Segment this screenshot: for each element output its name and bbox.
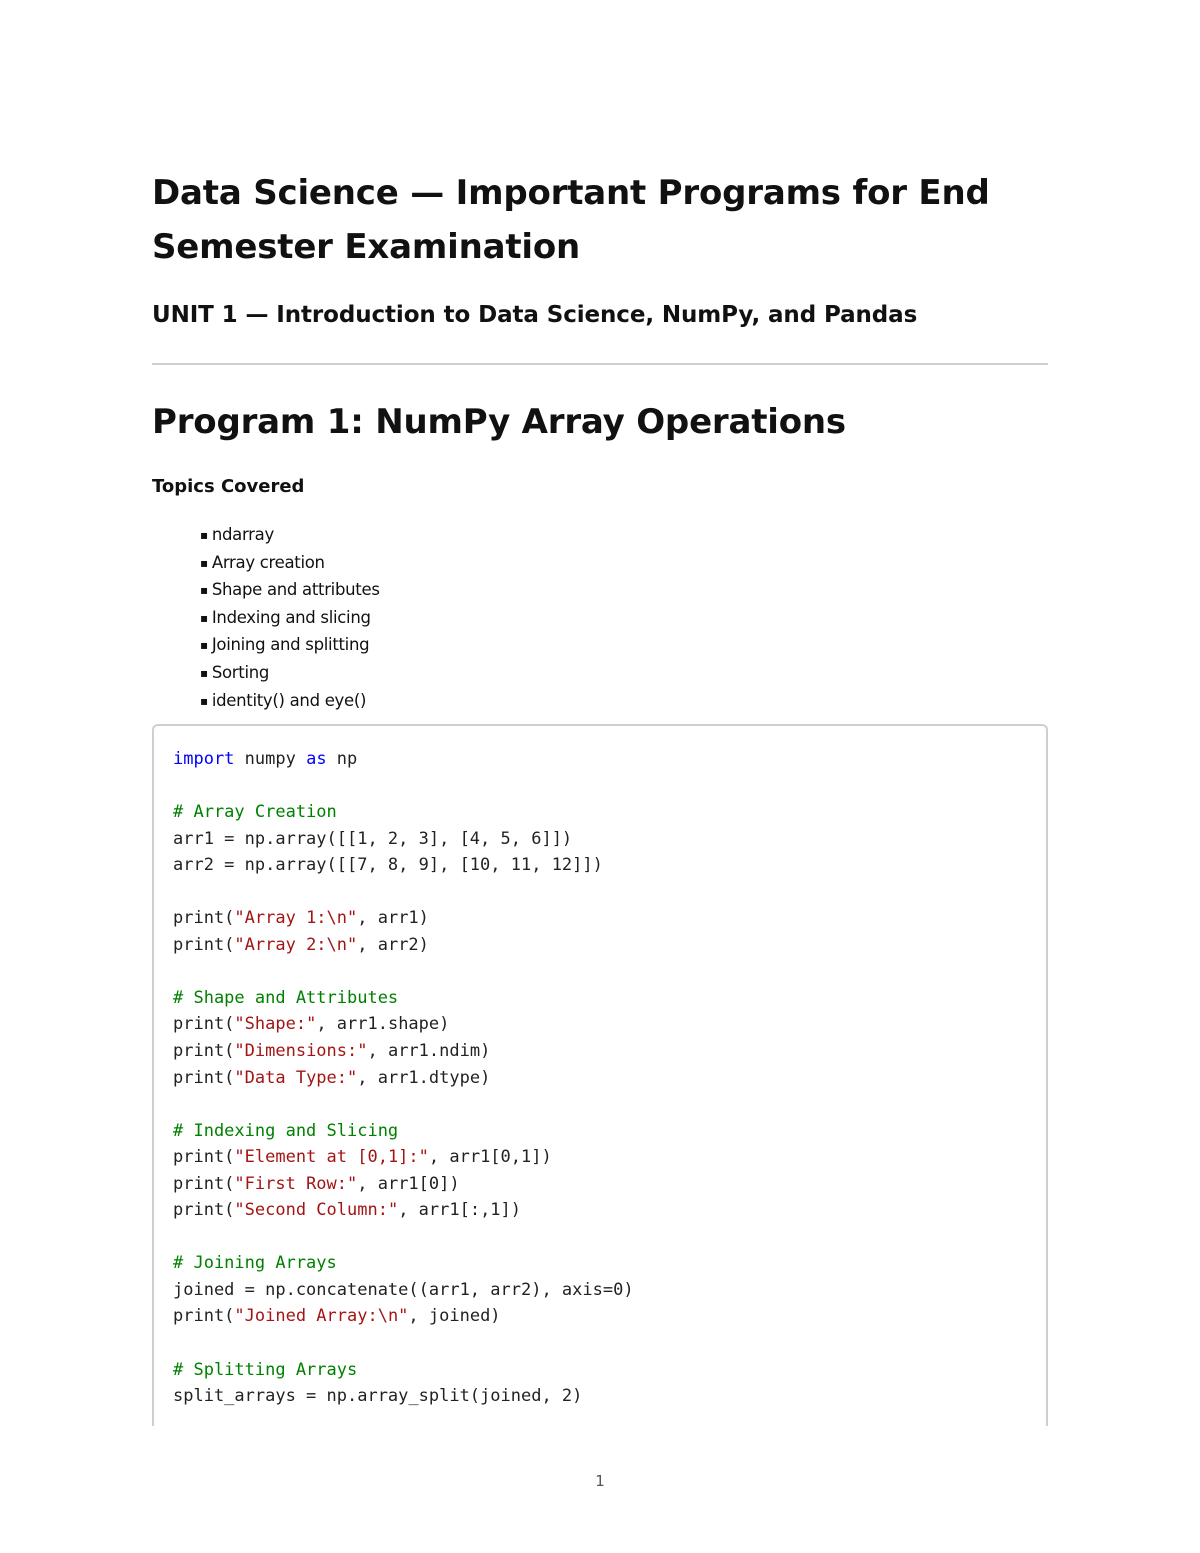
code-text: , arr1[0]) [357,1173,460,1194]
code-listing [173,746,634,1410]
code-text: joined = np.concatenate((arr1, arr2), axis=0) [173,1279,634,1300]
topic-item: ▪ identity() and eye() [200,688,380,716]
code-line [173,1197,634,1224]
code-text: , arr1[:,1]) [398,1200,522,1221]
code-line [173,932,634,959]
topic-item: ▪ Array creation [200,550,380,578]
code-text: print( [173,1200,235,1221]
code-comment: # Joining Arrays [173,1253,337,1274]
code-string: "Data Type:" [234,1067,358,1088]
topic-item: ▪ Joining and splitting [200,632,380,660]
code-line [173,1357,634,1384]
unit-heading: UNIT 1 — Introduction to Data Science, NumPy, and Pandas [152,302,918,328]
code-line [173,1224,634,1251]
code-string: "Shape:" [234,1014,317,1035]
code-text: split_arrays = np.array_split(joined, 2) [173,1386,583,1407]
code-text: , arr1[0,1]) [428,1147,552,1168]
code-keyword: import [173,749,235,769]
code-keyword: as [306,749,327,769]
code-comment: # Shape and Attributes [173,987,399,1008]
code-string: "Array 2:\n" [234,934,358,955]
topic-item: ▪ ndarray [200,522,380,550]
code-line [173,985,634,1012]
code-line [173,1091,634,1118]
code-line [173,1303,634,1330]
code-line [173,1171,634,1198]
code-text: , joined) [408,1306,501,1327]
code-text: , arr1) [357,908,429,929]
code-line [173,1038,634,1065]
code-line [173,879,634,906]
horizontal-divider [152,363,1048,365]
code-block [152,724,1048,1426]
code-line [173,826,634,853]
code-string: "Second Column:" [234,1200,399,1221]
code-text: print( [173,1067,235,1088]
topics-list [200,522,380,715]
code-string: "Joined Array:\n" [234,1306,409,1327]
topics-heading: Topics Covered [152,476,305,497]
code-text: print( [173,1173,235,1194]
code-line [173,746,634,773]
code-line [173,799,634,826]
code-text: print( [173,908,235,929]
code-text: arr2 = np.array([[7, 8, 9], [10, 11, 12]]) [173,855,603,876]
code-string: "First Row:" [234,1173,358,1194]
code-text: print( [173,1014,235,1035]
topic-item: ▪ Shape and attributes [200,577,380,605]
code-line [173,1144,634,1171]
code-line [173,1277,634,1304]
code-comment: # Splitting Arrays [173,1359,358,1380]
code-text: print( [173,934,235,955]
code-text: , arr1.shape) [316,1014,450,1035]
code-line [173,1065,634,1092]
program-heading: Program 1: NumPy Array Operations [152,402,846,442]
code-line [173,905,634,932]
code-text: arr1 = np.array([[1, 2, 3], [4, 5, 6]]) [173,828,573,849]
code-line [173,1250,634,1277]
code-line [173,958,634,985]
code-line [173,852,634,879]
code-string: "Array 1:\n" [234,908,358,929]
document-title: Data Science — Important Programs for End Semester Examination [152,173,990,267]
code-string: "Element at [0,1]:" [234,1147,429,1168]
code-text: print( [173,1306,235,1327]
code-line [173,1383,634,1410]
page-number: 1 [595,1472,605,1490]
topic-item: ▪ Sorting [200,660,380,688]
code-comment: # Array Creation [173,802,337,823]
code-string: "Dimensions:" [234,1041,368,1062]
code-comment: # Indexing and Slicing [173,1120,399,1141]
code-text: print( [173,1147,235,1168]
code-line [173,1118,634,1145]
code-text: print( [173,1041,235,1062]
code-line [173,773,634,800]
code-text: numpy [234,749,307,769]
topic-item: ▪ Indexing and slicing [200,605,380,633]
code-text: np [326,749,358,769]
code-text: , arr2) [357,934,429,955]
code-text: , arr1.dtype) [357,1067,491,1088]
code-line [173,1330,634,1357]
code-text: , arr1.ndim) [367,1041,491,1062]
code-line [173,1011,634,1038]
